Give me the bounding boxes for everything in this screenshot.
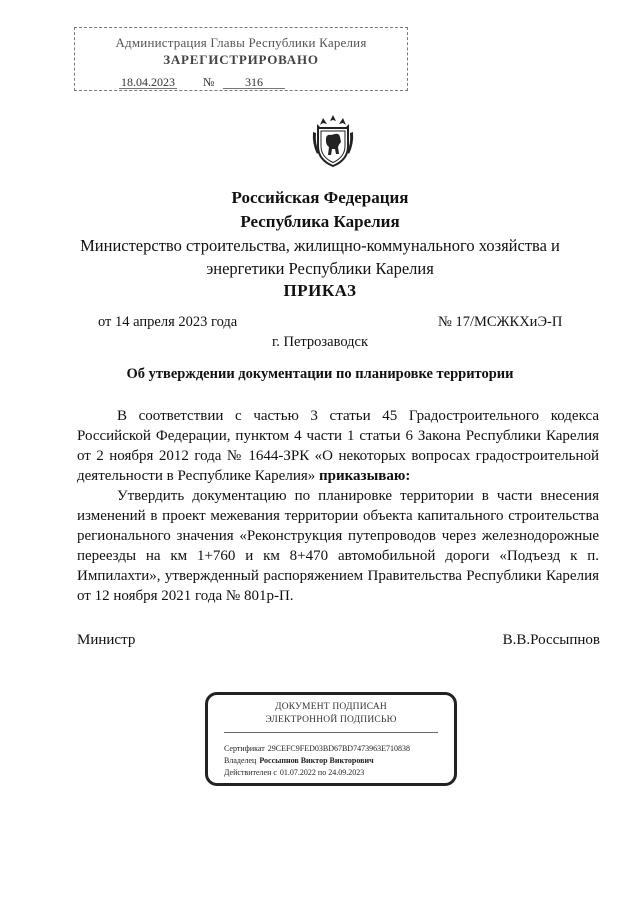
esig-divider [224,732,438,733]
esig-title-line1: ДОКУМЕНТ ПОДПИСАН [275,702,387,712]
registration-stamp [74,27,408,91]
electronic-signature-stamp [205,692,457,786]
esig-owner-label: Владелец [224,756,257,765]
esig-owner-value: Россыпнов Виктор Викторович [259,756,374,765]
registration-number-sign: № [203,75,215,89]
document-number: № 17/МСЖКХиЭ-П [438,314,563,330]
esig-owner-row [224,756,374,765]
header-ministry-line2: энергетики Республики Карелия [206,259,434,278]
esig-validity-row [224,768,364,777]
order-keyword: приказываю: [319,468,411,484]
registration-status: ЗАРЕГИСТРИРОВАНО [163,52,319,67]
registration-date: 18.04.2023 [121,75,175,89]
body-paragraph-1 [77,406,599,486]
esig-validity-value: 01.07.2022 по 24.09.2023 [279,768,365,777]
registration-authority: Администрация Главы Республики Карелия [115,35,367,50]
document-type: ПРИКАЗ [283,281,357,300]
body-paragraph-2 [77,486,599,606]
header-republic: Республика Карелия [240,212,400,231]
header-ministry-line1: Министерство строительства, жилищно-коммунального хозяйства и [80,236,560,255]
document-date: от 14 апреля 2023 года [98,314,238,330]
body-paragraph-2-text: Утвердить документацию по планировке территории в части внесения изменений в проект межевания территории объекта капитального строительства регионального значения «Реконструкция путепроводов через железнодорожные переезды на км 1+760 и км 8+470 автомобильной дороги «Подъезд к п. Импилахти», утвержденный распоряжением Правительства Республики Карелия от 12 ноября 2021 года № 801р-П. [77,488,599,604]
document-city: г. Петрозаводск [271,334,369,350]
esig-validity-label: Действителен с [224,768,277,777]
signatory-position: Министр [77,632,136,648]
document-subject: Об утверждении документации по планировке территории [126,366,514,382]
header-federation: Российская Федерация [231,188,409,207]
body-paragraph-1-text: В соответствии с частью 3 статьи 45 Градостроительного кодекса Российской Федерации, пунктом 4 части 1 статьи 6 Закона Республики Карелия от 2 ноября 2012 года № 1644-ЗРК «О некоторых вопросах градостроительной деятельности в Республике Карелия» [77,408,599,484]
esig-certificate-row [224,744,410,753]
signatory-name: В.В.Россыпнов [502,632,600,648]
esig-certificate-value: 29CEFC9FED03BD67BD7473963E710838 [267,744,410,753]
esig-title-line2: ЭЛЕКТРОННОЙ ПОДПИСЬЮ [265,715,397,725]
registration-number: 316 [223,76,285,89]
esig-certificate-label: Сертификат [224,744,265,753]
coat-of-arms-icon [311,114,355,168]
